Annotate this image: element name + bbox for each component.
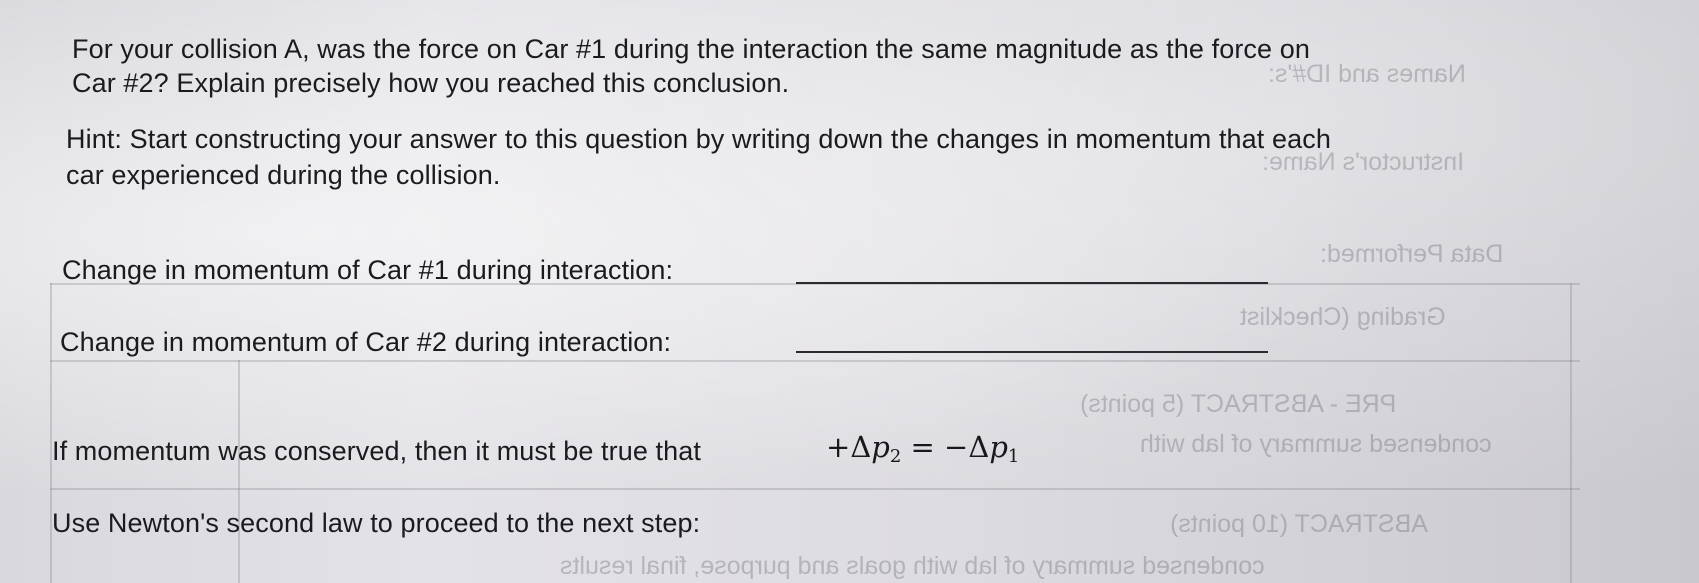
equation-equals: = bbox=[901, 430, 945, 464]
bleed-through-text: Names and ID#'s: bbox=[1268, 60, 1466, 88]
bleed-through-line bbox=[50, 488, 1580, 490]
question-line-1: For your collision A, was the force on Car #1 during the interaction the same magnitude as the force on bbox=[72, 34, 1310, 64]
car2-momentum-answer-blank[interactable] bbox=[796, 351, 1268, 353]
question-line-2: Car #2? Explain precisely how you reached this conclusion. bbox=[72, 68, 790, 98]
equation-lhs-sign: + bbox=[826, 430, 851, 464]
bleed-through-text: Instructor's Name: bbox=[1262, 148, 1465, 176]
momentum-conservation-equation bbox=[826, 430, 1019, 467]
equation-lhs-sub: 2 bbox=[889, 446, 902, 467]
car2-momentum-prompt: Change in momentum of Car #2 during interaction: bbox=[60, 327, 672, 357]
car1-momentum-answer-blank[interactable] bbox=[796, 282, 1268, 284]
bleed-through-text: Grading (Checklist bbox=[1240, 303, 1446, 331]
equation-rhs-var: p bbox=[989, 430, 1008, 464]
equation-lhs-delta: Δ bbox=[850, 430, 872, 464]
hint-line-2: car experienced during the collision. bbox=[66, 160, 501, 190]
bleed-through-line bbox=[238, 360, 240, 583]
car1-momentum-prompt: Change in momentum of Car #1 during interaction: bbox=[62, 255, 674, 285]
bleed-through-line bbox=[50, 360, 1580, 362]
bleed-through-text: condensed summary of lab with goals and purpose, final results bbox=[560, 552, 1265, 580]
bleed-through-text: Data Performed: bbox=[1320, 240, 1504, 268]
equation-rhs-sign: − bbox=[944, 430, 969, 464]
bleed-through-line bbox=[1570, 283, 1572, 583]
hint-line-1: Hint: Start constructing your answer to this question by writing down the changes in momentum that each bbox=[66, 124, 1331, 154]
newton-second-law-prompt: Use Newton's second law to proceed to the next step: bbox=[52, 508, 701, 538]
equation-rhs-delta: Δ bbox=[968, 430, 990, 464]
bleed-through-text: condensed summary of lab with bbox=[1140, 430, 1492, 458]
equation-rhs-sub: 1 bbox=[1007, 446, 1020, 467]
bleed-through-text: ABSTRACT (10 points) bbox=[1170, 510, 1428, 538]
conservation-prompt: If momentum was conserved, then it must be true that bbox=[52, 436, 701, 466]
bleed-through-text: PRE - ABSTRACT (5 points) bbox=[1080, 390, 1397, 418]
equation-lhs-var: p bbox=[871, 430, 890, 464]
